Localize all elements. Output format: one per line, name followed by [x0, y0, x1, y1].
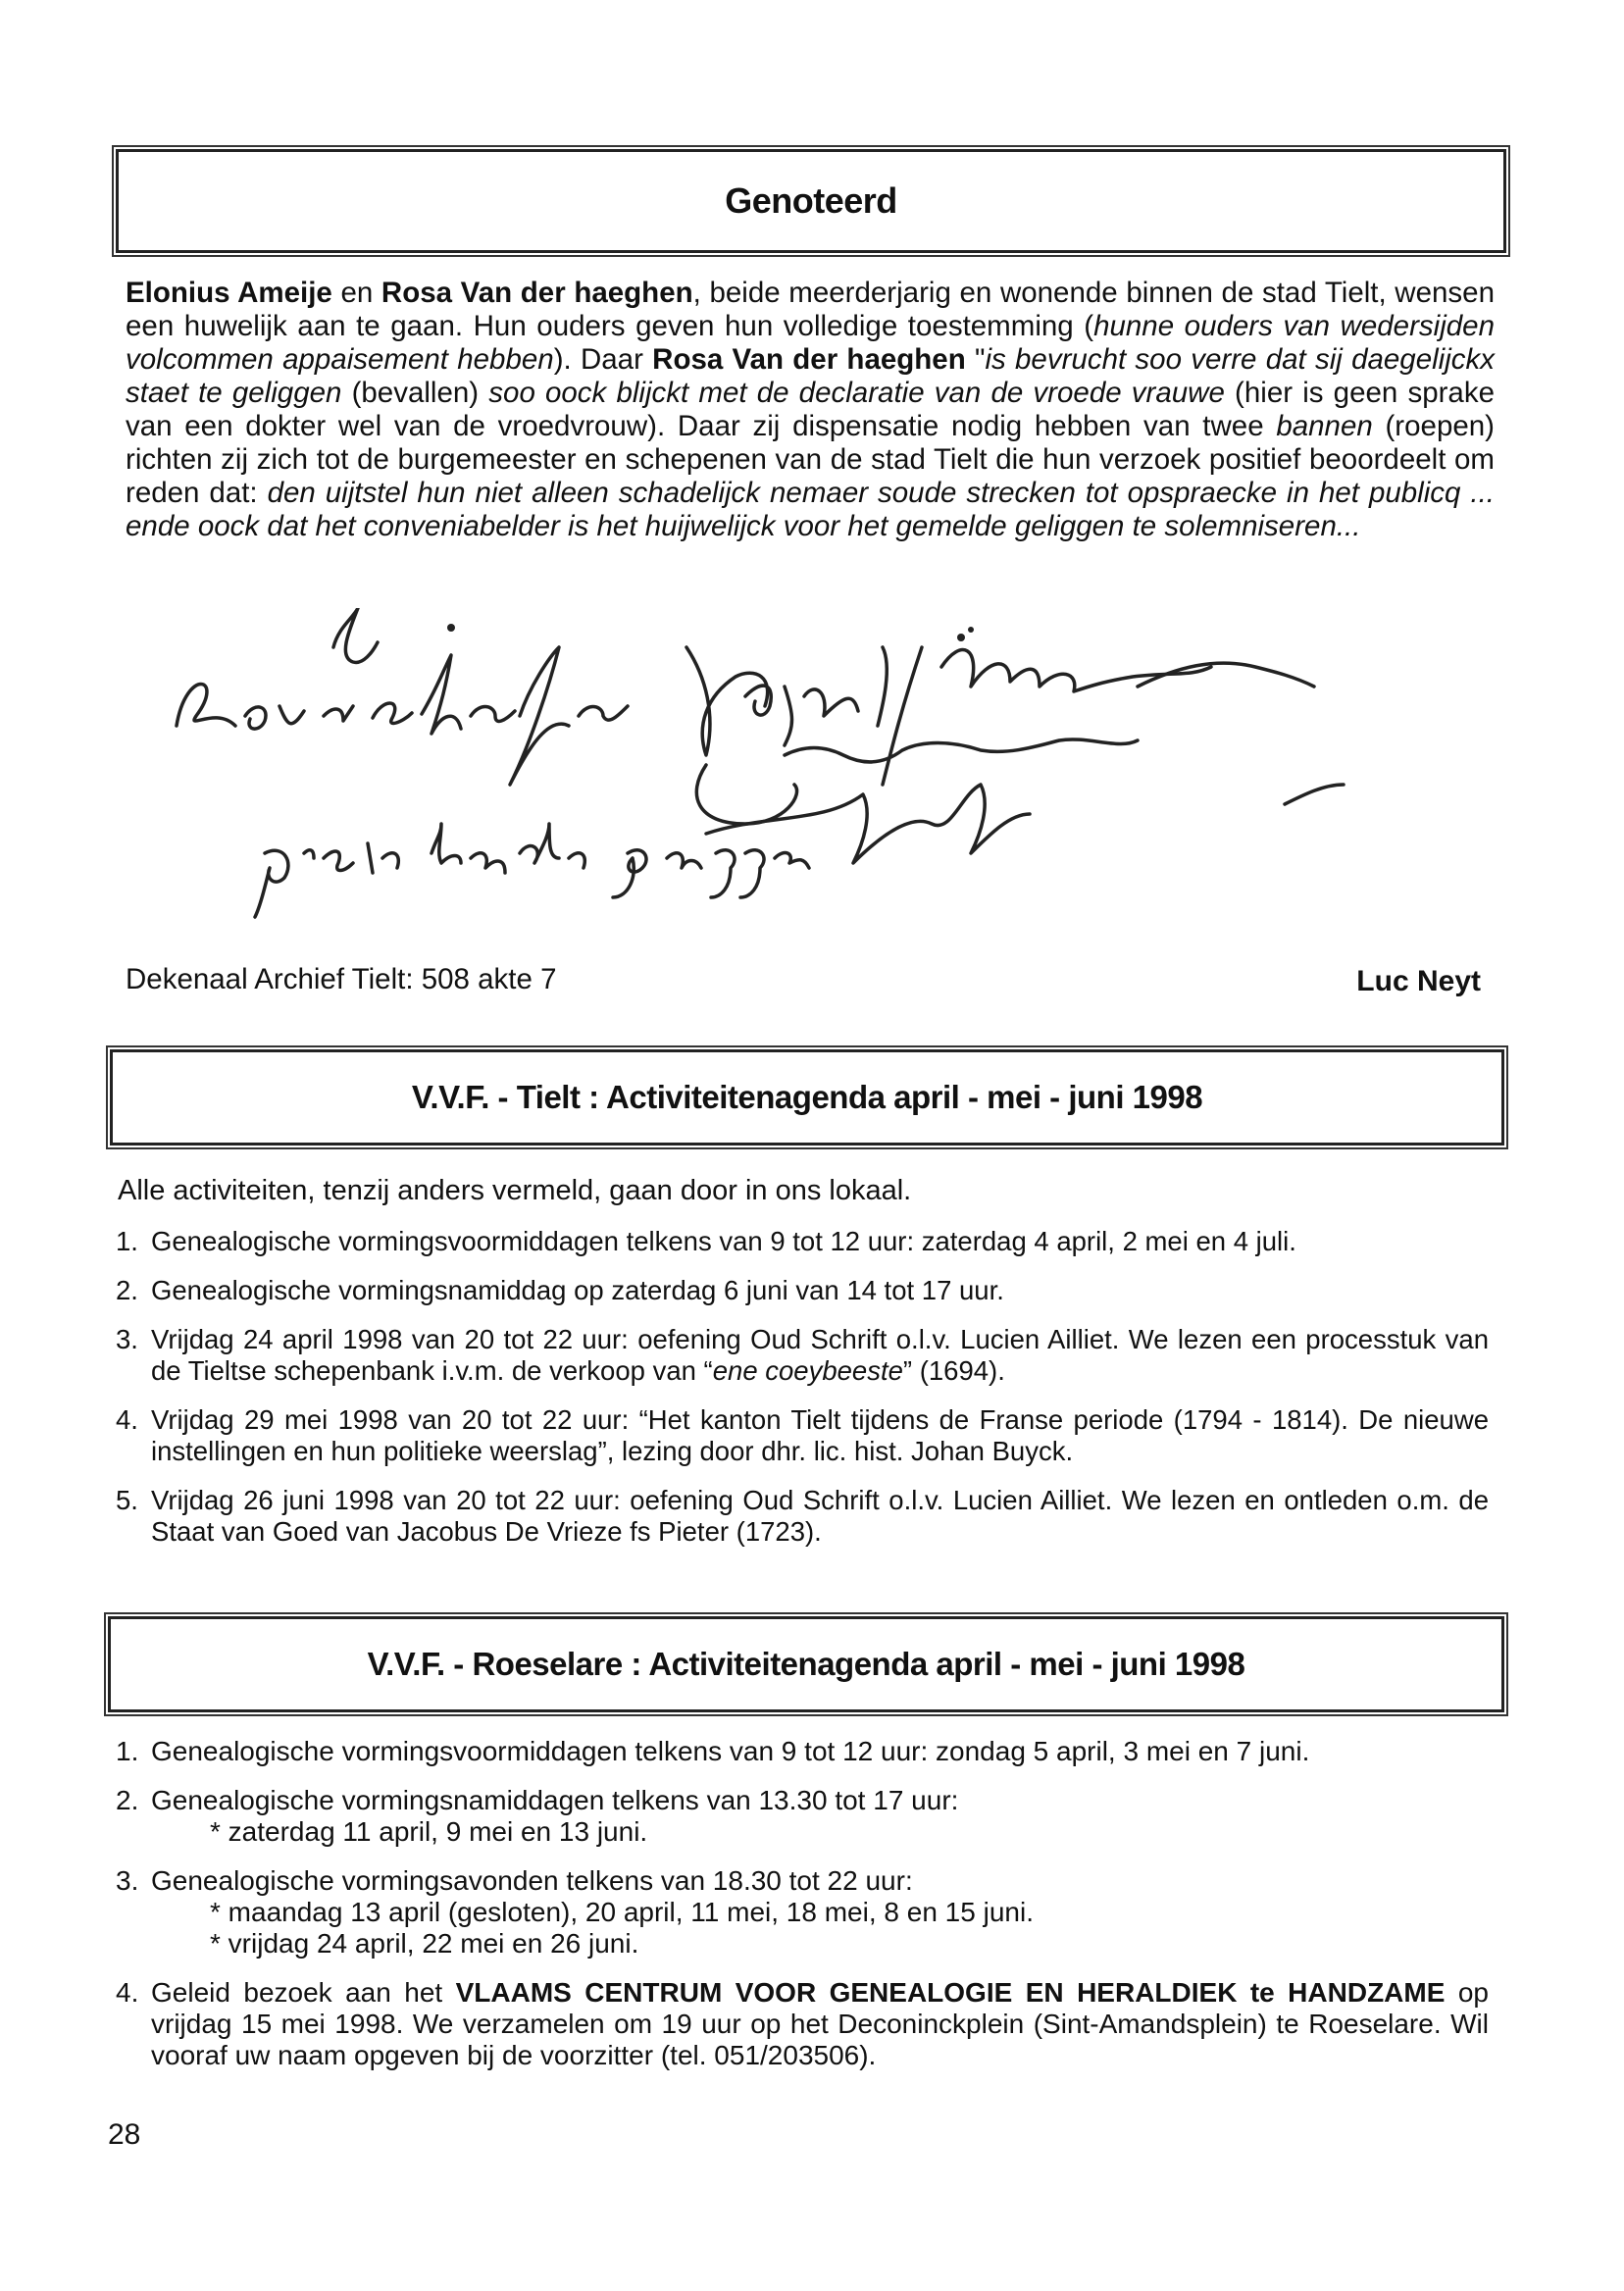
name-rosa: Rosa Van der haeghen [381, 277, 693, 309]
section-title-text: V.V.F. - Tielt : Activiteitenagenda april - mei - juni 1998 [411, 1079, 1203, 1115]
section-title-text: V.V.F. - Roeselare : Activiteitenagenda april - mei - juni 1998 [367, 1646, 1245, 1682]
name-elonius: Elonius Ameije [126, 277, 332, 309]
list-item: 3. Genealogische vormingsavonden telkens van 18.30 tot 22 uur: * maandag 13 april (gesloten), 20 april, 11 mei, 18 mei, 8 en 15 juni. * vrijdag 24 april, 22 mei en 26 juni. [116, 1865, 1034, 1959]
roeselare-activity-list [116, 1736, 1489, 2089]
name-rosa-2: Rosa Van der haeghen [652, 343, 966, 376]
list-item: 3. Vrijdag 24 april 1998 van 20 tot 22 uur: oefening Oud Schrift o.l.v. Lucien Ailliet. We lezen een processtuk van de Tieltse schepenbank i.v.m. de verkoop van “ene coeybeeste” (1694). [116, 1324, 1489, 1386]
list-item: 4. Vrijdag 29 mei 1998 van 20 tot 22 uur: “Het kanton Tielt tijdens de Franse periode (1794 - 1814). De nieuwe instellingen en hun politieke weerslag”, lezing door dhr. lic. hist. Johan Buyck. [116, 1404, 1489, 1466]
handwritten-signatures [157, 608, 1491, 922]
section-title-text: Genoteerd [725, 180, 897, 221]
tielt-activity-list [116, 1226, 1489, 1565]
section-title-roeselare [108, 1616, 1504, 1712]
section-title-genoteerd [116, 149, 1506, 253]
page-number: 28 [108, 2118, 141, 2151]
archive-source: Dekenaal Archief Tielt: 508 akte 7 [126, 963, 557, 995]
genoteerd-paragraph: Elonius Ameije en Rosa Van der haeghen, beide meerderjarig en wonende binnen de stad Tielt, wensen een huwelijk aan te gaan. Hun ouders geven hun volledige toestemming (hunne ouders van wedersijden volcommen appaisement hebben). Daar Rosa Van der haeghen "is bevrucht soo verre dat sij daegelijckx staet te geliggen (bevallen) soo oock blijckt met de declaratie van de vroede vrauwe (hier is geen sprake van een dokter wel van de vroedvrouw). Daar zij dispensatie nodig hebben van twee bannen (roepen) richten zij zich tot de burgemeester en schepenen van de stad Tielt die hun verzoek positief beoordeelt om reden dat: den uijtstel hun niet alleen schadelijck nemaer soude strecken tot opspraecke in het publicq ... ende oock dat het conveniabelder is het huijwelijck voor het gemelde geliggen te solemniseren... [126, 277, 1496, 542]
tielt-intro: Alle activiteiten, tenzij anders vermeld, gaan door in ons lokaal. [118, 1175, 912, 1206]
signatures-drawing [157, 608, 1491, 922]
section-title-tielt [110, 1049, 1504, 1146]
author-name: Luc Neyt [1356, 965, 1481, 997]
list-item: 4. Geleid bezoek aan het VLAAMS CENTRUM VOOR GENEALOGIE EN HERALDIEK te HANDZAME op vrijdag 15 mei 1998. We verzamelen om 19 uur op het Deconinckplein (Sint-Amandsplein) te Roeselare. Wil vooraf uw naam opgeven bij de voorzitter (tel. 051/203506). [116, 1977, 1489, 2070]
list-item: 1. Genealogische vormingsvoormiddagen telkens van 9 tot 12 uur: zaterdag 4 april, 2 mei en 4 juli. [116, 1226, 1296, 1256]
list-item: 5. Vrijdag 26 juni 1998 van 20 tot 22 uur: oefening Oud Schrift o.l.v. Lucien Ailliet. We lezen en ontleden o.m. de Staat van Goed van Jacobus De Vrieze fs Pieter (1723). [116, 1485, 1489, 1547]
list-item: 1. Genealogische vormingsvoormiddagen telkens van 9 tot 12 uur: zondag 5 april, 3 mei en 7 juni. [116, 1736, 1310, 1766]
list-item: 2. Genealogische vormingsnamiddagen telkens van 13.30 tot 17 uur: * zaterdag 11 april, 9 mei en 13 juni. [116, 1785, 959, 1847]
list-item: 2. Genealogische vormingsnamiddag op zaterdag 6 juni van 14 tot 17 uur. [116, 1275, 1004, 1305]
